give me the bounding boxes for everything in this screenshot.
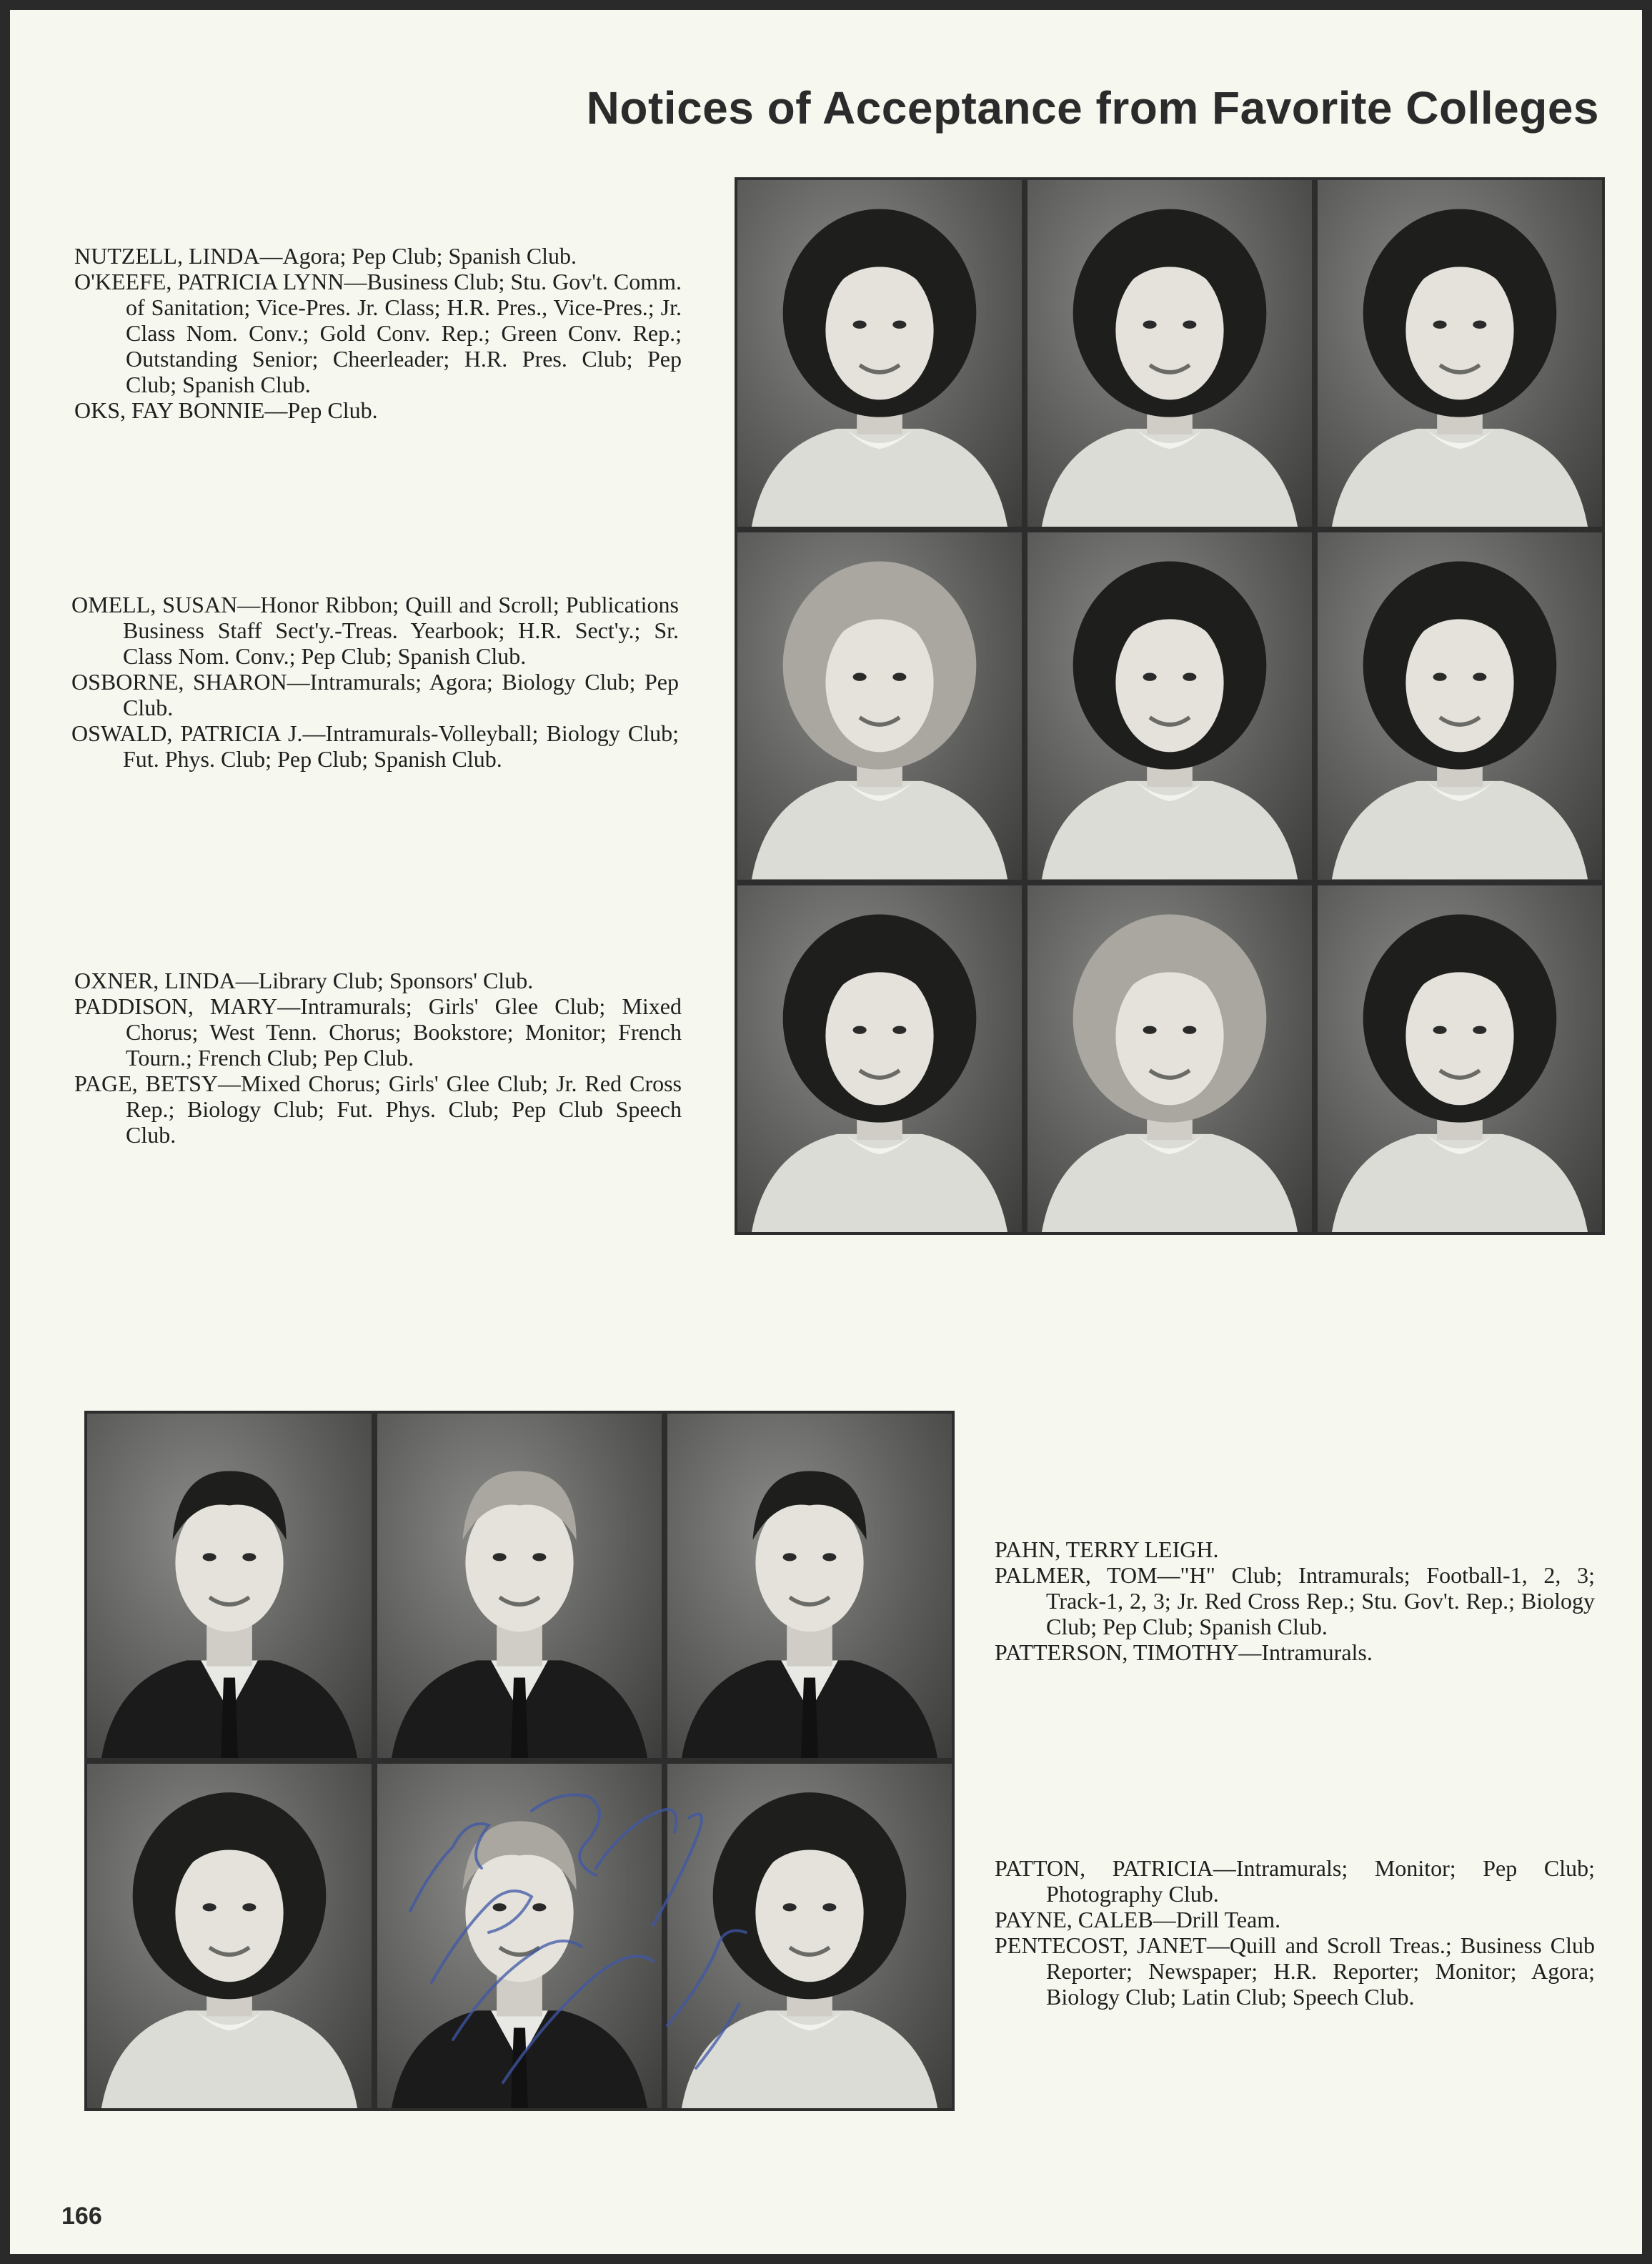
bio-entry: OKS, FAY BONNIE—Pep Club. bbox=[74, 397, 378, 423]
bio-entry: PAYNE, CALEB—Drill Team. bbox=[995, 1907, 1281, 1932]
bio-entry: OSWALD, PATRICIA J.—Intramurals-Volleyball; Biology Club; Fut. Phys. Club; Pep Club; Spanish Club. bbox=[71, 720, 679, 772]
bio-entry: OSBORNE, SHARON—Intramurals; Agora; Biology Club; Pep Club. bbox=[71, 669, 679, 720]
bio-entry: PATTON, PATRICIA—Intramurals; Monitor; Pep Club; Photography Club. bbox=[995, 1855, 1595, 1907]
bio-entry: OMELL, SUSAN—Honor Ribbon; Quill and Scroll; Publications Business Staff Sect'y.-Treas. Yearbook; H.R. Sect'y.; Sr. Class Nom. Conv.; Pep Club; Spanish Club. bbox=[71, 592, 679, 669]
bio-entry: PAGE, BETSY—Mixed Chorus; Girls' Glee Club; Jr. Red Cross Rep.; Biology Club; Fut. Phys. Club; Pep Club Speech Club. bbox=[74, 1071, 682, 1148]
page-number: 166 bbox=[61, 2203, 102, 2230]
bio-entry: PALMER, TOM—"H" Club; Intramurals; Football-1, 2, 3; Track-1, 2, 3; Jr. Red Cross Rep.; Stu. Gov't. Rep.; Biology Club; Pep Club; Spanish Club. bbox=[995, 1562, 1595, 1639]
bio-entry: NUTZELL, LINDA—Agora; Pep Club; Spanish Club. bbox=[74, 243, 577, 269]
yearbook-page bbox=[10, 10, 1642, 2254]
bio-entry: PADDISON, MARY—Intramurals; Girls' Glee Club; Mixed Chorus; West Tenn. Chorus; Bookstore; Monitor; French Tourn.; French Club; Pep Club. bbox=[74, 993, 682, 1071]
bio-entry: OXNER, LINDA—Library Club; Sponsors' Club. bbox=[74, 968, 534, 993]
bio-group-4 bbox=[995, 1536, 1595, 1665]
bio-entry: PENTECOST, JANET—Quill and Scroll Treas.; Business Club Reporter; Newspaper; H.R. Reporter; Monitor; Agora; Biology Club; Latin Club; Speech Club. bbox=[995, 1932, 1595, 2010]
bio-entry: O'KEEFE, PATRICIA LYNN—Business Club; Stu. Gov't. Comm. of Sanitation; Vice-Pres. Jr. Class; H.R. Pres., Vice-Pres.; Jr. Class Nom. Conv.; Gold Conv. Rep.; Green Conv. Rep.; Outstanding Senior; Cheerleader; H.R. Pres. Club; Pep Club; Spanish Club. bbox=[74, 269, 682, 397]
bio-group-5 bbox=[995, 1855, 1595, 2010]
page-title: Notices of Acceptance from Favorite Colleges bbox=[586, 82, 1599, 134]
bio-entry: PAHN, TERRY LEIGH. bbox=[995, 1536, 1219, 1562]
bio-entry: PATTERSON, TIMOTHY—Intramurals. bbox=[995, 1639, 1373, 1665]
